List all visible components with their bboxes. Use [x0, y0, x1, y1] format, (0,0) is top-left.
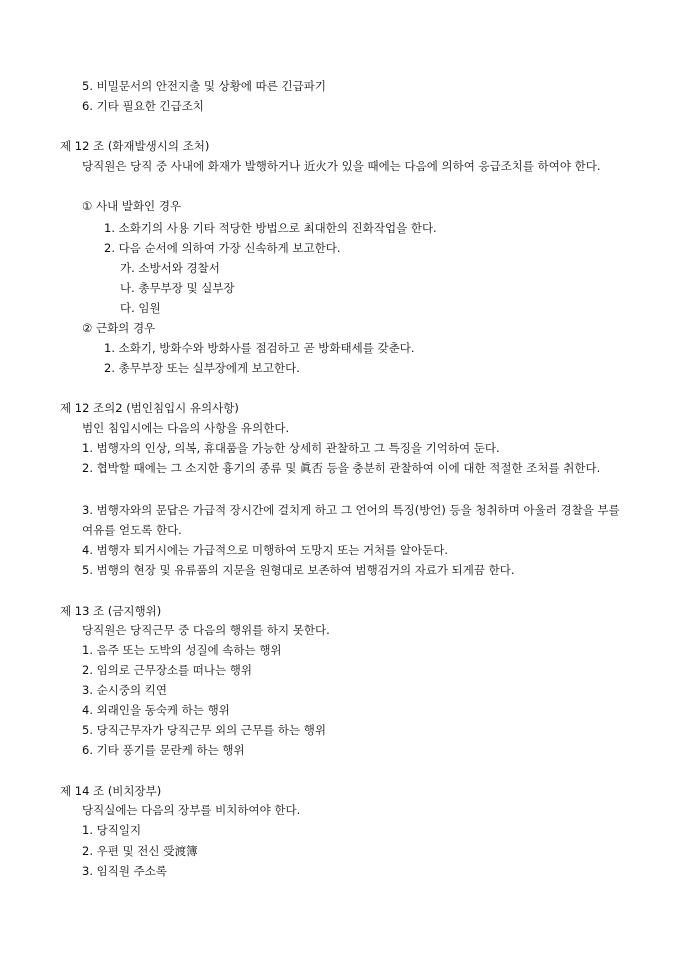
list-item: 2. 다음 순서에 의하여 가장 신속하게 보고한다.	[104, 241, 341, 255]
article-12-2-title: 제 12 조의2 (범인침입시 유의사항)	[60, 401, 239, 415]
sub-list-item: 가. 소방서와 경찰서	[120, 261, 220, 275]
list-item: 1. 범행자의 인상, 의복, 휴대품을 가능한 상세히 관찰하고 그 특징을 기억하여 둔다.	[82, 441, 500, 455]
list-item: 3. 범행자와의 문답은 가급적 장시간에 걸치게 하고 그 언어의 특징(방언) 등을 청취하며 아울러 경찰을 부를 여유를 얻도록 한다.	[82, 503, 620, 537]
article-13-title: 제 13 조 (금지행위)	[60, 604, 162, 618]
list-item: 5. 비밀문서의 안전지출 및 상황에 따른 긴급파기	[82, 79, 326, 93]
list-item: 5. 당직근무자가 당직근무 외의 근무를 하는 행위	[82, 723, 326, 737]
article-12-intro: 당직원은 당직 중 사내에 화재가 발행하거나 近火가 있을 때에는 다음에 의하여 응급조치를 하여야 한다.	[82, 159, 601, 173]
clause-1: ① 사내 발화인 경우	[82, 199, 182, 213]
article-14-intro: 당직실에는 다음의 장부를 비치하여야 한다.	[82, 803, 301, 817]
clause-2: ② 근화의 경우	[82, 321, 156, 335]
list-item: 5. 범행의 현장 및 유류품의 지문을 원형대로 보존하여 범행검거의 자료가 되게끔 한다.	[82, 563, 515, 577]
list-item: 2. 협박할 때에는 그 소지한 흉기의 종류 및 眞否 등을 충분히 관찰하여 이에 대한 적절한 조처를 취한다.	[82, 461, 601, 475]
list-item: 1. 음주 또는 도박의 성질에 속하는 행위	[82, 643, 282, 657]
article-14-title: 제 14 조 (비치장부)	[60, 784, 162, 798]
list-item: 2. 우편 및 전신 受渡簿	[82, 844, 198, 858]
list-item: 1. 소화기의 사용 기타 적당한 방법으로 최대한의 진화작업을 한다.	[104, 221, 437, 235]
sub-list-item: 다. 임원	[120, 301, 161, 315]
list-item: 6. 기타 풍기를 문란케 하는 행위	[82, 743, 245, 757]
list-item: 1. 당직일지	[82, 823, 142, 837]
sub-list-item: 나. 총무부장 및 실부장	[120, 281, 235, 295]
list-item: 1. 소화기, 방화수와 방화사를 점검하고 곧 방화태세를 갖춘다.	[104, 341, 415, 355]
list-item: 3. 임직원 주소록	[82, 864, 167, 878]
list-item: 4. 범행자 퇴거시에는 가급적으로 미행하여 도망지 또는 거처를 알아둔다.	[82, 543, 449, 557]
list-item: 2. 총무부장 또는 실부장에게 보고한다.	[104, 361, 300, 375]
article-13-intro: 당직원은 당직근무 중 다음의 행위를 하지 못한다.	[82, 623, 330, 637]
article-12-2-intro: 범인 침입시에는 다음의 사항을 유의한다.	[82, 421, 290, 435]
list-item: 6. 기타 필요한 긴급조치	[82, 99, 204, 113]
article-12-title: 제 12 조 (화재발생시의 조처)	[60, 139, 210, 153]
list-item: 2. 임의로 근무장소를 떠나는 행위	[82, 663, 253, 677]
list-item: 3. 순시중의 킥연	[82, 683, 167, 697]
list-item: 4. 외래인을 동숙케 하는 행위	[82, 703, 230, 717]
